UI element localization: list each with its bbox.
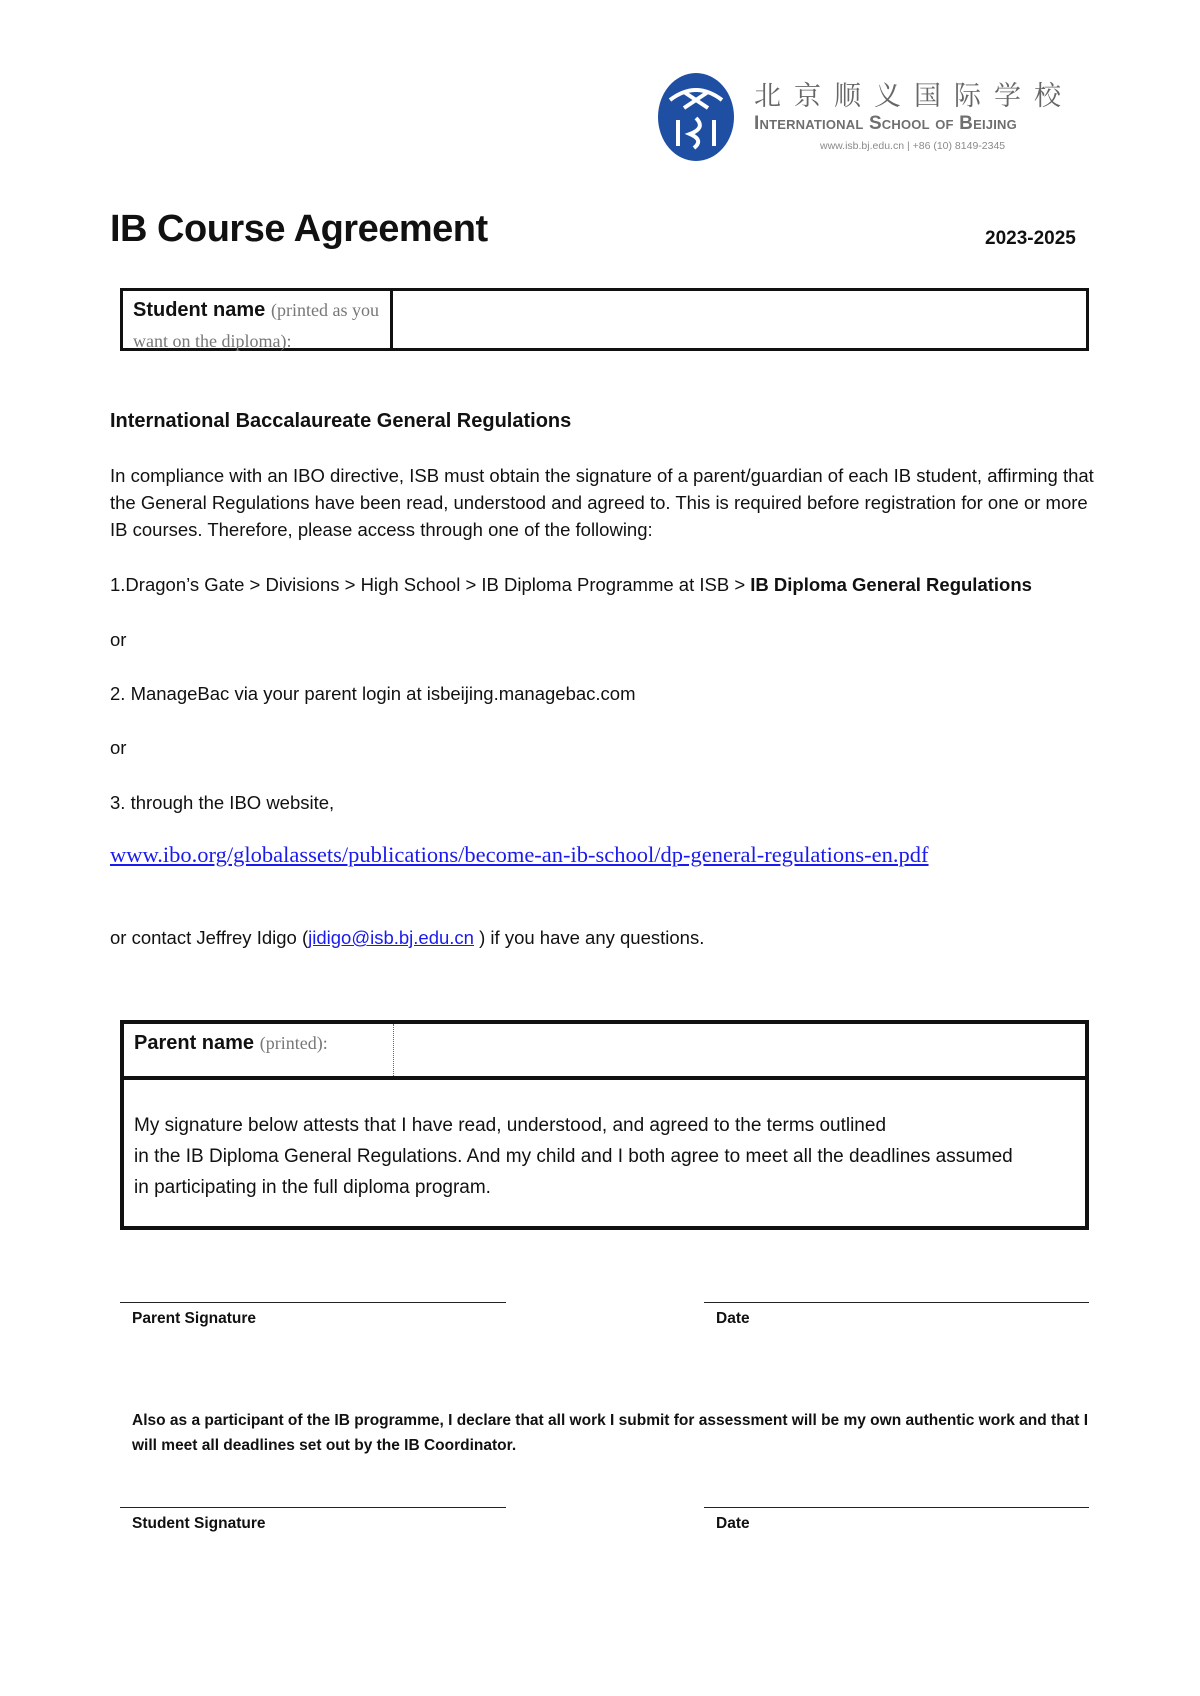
logo-contact-line: www.isb.bj.edu.cn | +86 (10) 8149-2345 bbox=[820, 140, 1006, 152]
or-separator: or bbox=[110, 629, 127, 650]
student-name-label-cell bbox=[123, 291, 393, 351]
student-name-input[interactable] bbox=[393, 291, 1086, 348]
option-dragons-gate-target: IB Diploma General Regulations bbox=[750, 574, 1032, 595]
regulations-heading: International Baccalaureate General Regulations bbox=[110, 410, 572, 432]
attestation-line: My signature below attests that I have read, understood, and agreed to the terms outlined bbox=[134, 1115, 887, 1136]
parent-name-input[interactable] bbox=[394, 1024, 1085, 1076]
student-signature-line[interactable] bbox=[120, 1507, 506, 1508]
parent-date-line[interactable] bbox=[704, 1302, 1089, 1303]
attestation-line: in the IB Diploma General Regulations. And my child and I both agree to meet all the deadlines assumed bbox=[134, 1146, 1013, 1167]
parent-name-label: Parent name bbox=[134, 1032, 255, 1054]
parent-signature-label: Parent Signature bbox=[132, 1310, 257, 1327]
student-name-table bbox=[120, 288, 1089, 351]
student-date-line[interactable] bbox=[704, 1507, 1089, 1508]
student-signature-label: Student Signature bbox=[132, 1515, 266, 1532]
ibo-regulations-link[interactable]: www.ibo.org/globalassets/publications/become-an-ib-school/dp-general-regulations-en.pdf bbox=[110, 842, 929, 867]
attestation-line: in participating in the full diploma program. bbox=[134, 1177, 491, 1198]
parent-date-label: Date bbox=[716, 1310, 750, 1327]
logo-english-name: International School of Beijing bbox=[754, 113, 1017, 134]
option-managebac: 2. ManageBac via your parent login at isbeijing.managebac.com bbox=[110, 683, 636, 704]
attestation-text bbox=[124, 1080, 1085, 1203]
parent-signature-line[interactable] bbox=[120, 1302, 506, 1303]
student-name-label: Student name bbox=[133, 299, 266, 321]
contact-suffix: ) if you have any questions. bbox=[473, 927, 705, 948]
logo-chinese-name: 北京顺义国际学校 bbox=[754, 81, 1074, 112]
school-logo-emblem bbox=[656, 72, 736, 162]
program-years: 2023-2025 bbox=[985, 228, 1076, 249]
option-dragons-gate-path: 1.Dragon’s Gate > Divisions > High School > IB Diploma Programme at ISB > bbox=[110, 574, 751, 595]
contact-email-link[interactable]: jidigo@isb.bj.edu.cn bbox=[308, 927, 474, 948]
student-name-hint: (printed as you want on the diploma): bbox=[133, 300, 379, 351]
parent-name-label-cell bbox=[124, 1024, 394, 1076]
regulations-intro: In compliance with an IBO directive, ISB must obtain the signature of a parent/guardian of each IB student, affirming that the General Regulations have been read, understood and agreed to. This is required before registration for one or more IB courses. Therefore, please access through one of the following: bbox=[110, 465, 1094, 540]
parent-attestation-box bbox=[120, 1020, 1089, 1230]
parent-name-hint: (printed): bbox=[259, 1033, 328, 1053]
student-date-label: Date bbox=[716, 1515, 750, 1532]
page-title: IB Course Agreement bbox=[110, 208, 488, 250]
option-ibo-website: 3. through the IBO website, bbox=[110, 792, 335, 813]
contact-prefix: or contact Jeffrey Idigo ( bbox=[110, 927, 309, 948]
parent-name-row bbox=[124, 1024, 1085, 1080]
option-dragons-gate bbox=[110, 571, 1032, 598]
student-declaration: Also as a participant of the IB programme, I declare that all work I submit for assessment will be my own authentic work and that I will meet all deadlines set out by the IB Coordinator. bbox=[132, 1412, 1089, 1454]
or-separator: or bbox=[110, 737, 127, 758]
contact-line bbox=[110, 924, 704, 951]
